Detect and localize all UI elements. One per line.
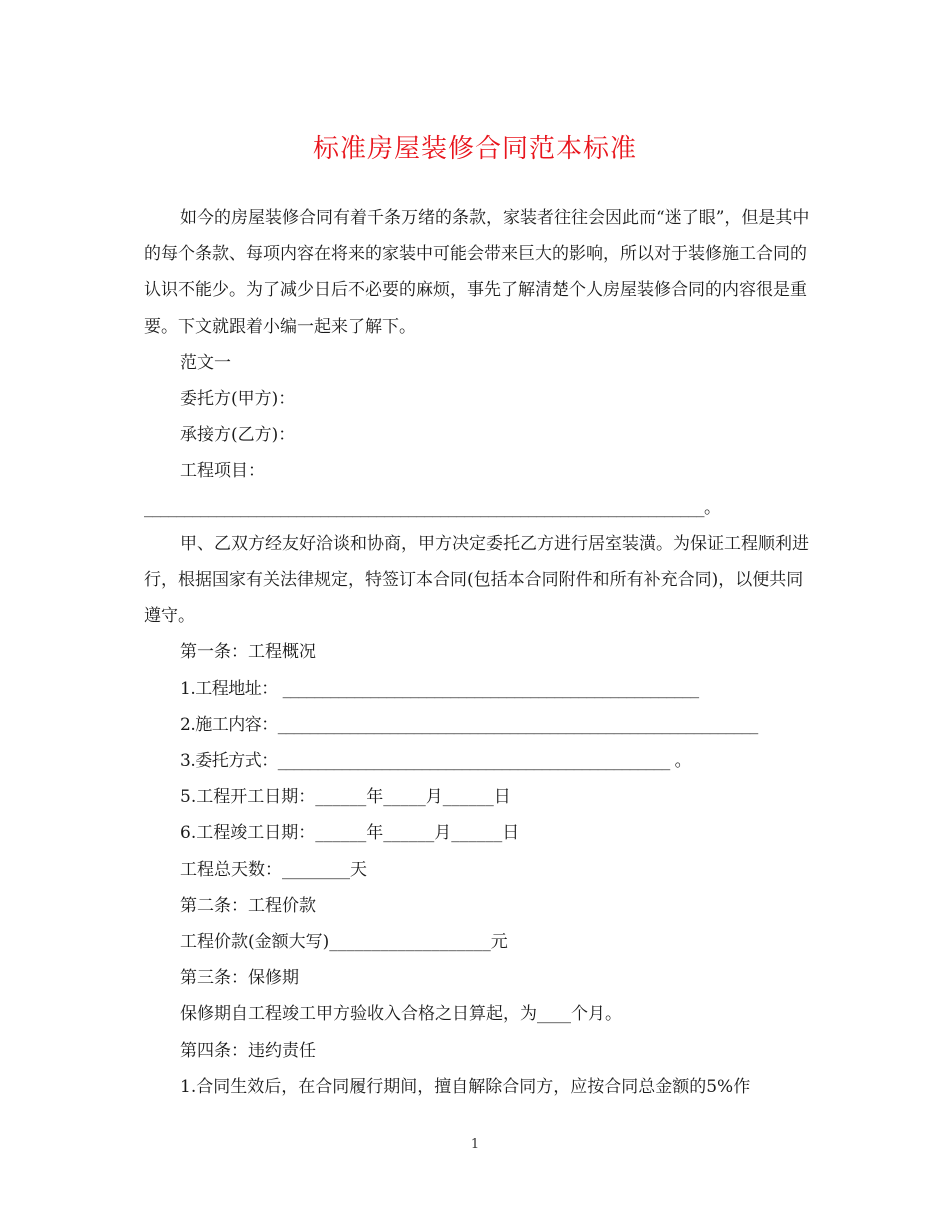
- price-line: 工程价款(金额大写)___________________元: [180, 932, 508, 953]
- document-body: [144, 200, 810, 1105]
- total-days-line: 工程总天数：________天: [180, 859, 367, 880]
- warranty-line: 保修期自工程竣工甲方验收入合格之日算起，为____个月。: [180, 1004, 622, 1025]
- project-blank-line: ______________________________________________________________________。: [144, 497, 721, 518]
- address-line: 1.工程地址： ____________________________________________________: [180, 678, 699, 699]
- party-b-line: 承接方(乙方)：: [180, 425, 296, 446]
- project-item-line: 工程项目：: [180, 461, 265, 482]
- method-line: 3.委托方式：_________________________________________________ 。: [180, 751, 692, 772]
- document-title: 标准房屋装修合同范本标准: [312, 134, 637, 164]
- page-number: 1: [470, 1137, 480, 1152]
- agreement-paragraph: 甲、乙双方经友好洽谈和协商，甲方决定委托乙方进行居室装潢。为保证工程顺利进行，根据国家有关法律规定，特签订本合同(包括本合同附件和所有补充合同)，以便共同遵守。: [144, 533, 809, 627]
- article-2-heading: 第二条：工程价款: [180, 895, 316, 916]
- intro-paragraph: 如今的房屋装修合同有着千条万绪的条款，家装者往往会因此而“迷了眼”，但是其中的每个条款、每项内容在将来的家装中可能会带来巨大的影响，所以对于装修施工合同的认识不能少。为了减少日后不必要的麻烦，事先了解清楚个人房屋装修合同的内容很是重要。下文就跟着小编一起来了解下。: [144, 208, 810, 337]
- breach-1-line: 1.合同生效后，在合同履行期间，擅自解除合同方，应按合同总金额的5%作: [180, 1076, 751, 1097]
- article-3-heading: 第三条：保修期: [180, 968, 299, 989]
- end-date-line: 6.工程竣工日期：______年______月______日: [180, 823, 520, 844]
- party-a-line: 委托方(甲方)：: [180, 389, 296, 410]
- sample-heading: 范文一: [180, 352, 231, 373]
- content-line: 2.施工内容：____________________________________________________________: [180, 714, 758, 735]
- article-1-heading: 第一条：工程概况: [180, 642, 316, 663]
- start-date-line: 5.工程开工日期：______年_____月______日: [180, 787, 511, 808]
- article-4-heading: 第四条：违约责任: [180, 1040, 316, 1061]
